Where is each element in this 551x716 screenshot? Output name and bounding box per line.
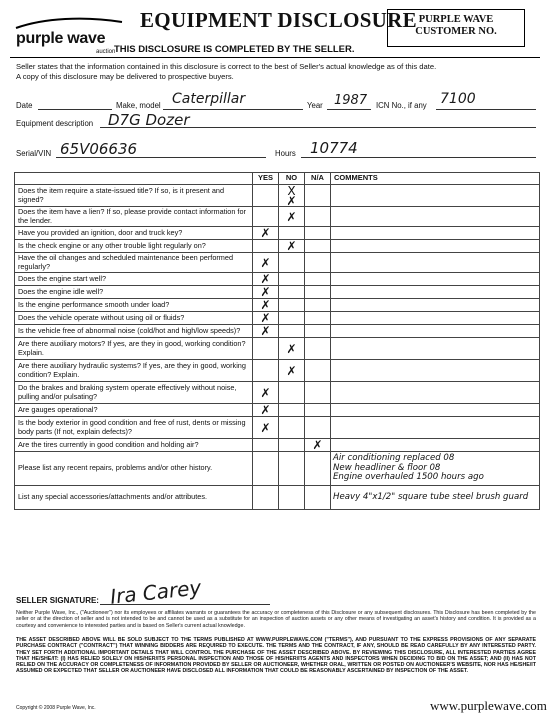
answer-yes-cell[interactable] xyxy=(253,227,279,240)
page-title: EQUIPMENT DISCLOSURE xyxy=(140,8,417,32)
disclosure-table xyxy=(14,172,540,510)
date-label: Date xyxy=(16,101,33,110)
table-row xyxy=(15,312,540,325)
answer-na-cell[interactable] xyxy=(305,185,331,207)
logo-subtext: auction xyxy=(96,49,116,55)
answer-yes-cell[interactable] xyxy=(253,382,279,404)
signature-field[interactable]: Ira Carey xyxy=(108,575,203,609)
comment-cell[interactable] xyxy=(331,382,540,404)
question-text: Are there auxiliary hydraulic systems? If yes, are they in good, working condition? Explain. xyxy=(15,360,253,382)
comment-cell[interactable]: Air conditioning replaced 08 New headliner & floor 08 Engine overhauled 1500 hours ago xyxy=(331,452,540,486)
description-field[interactable]: D7G Dozer xyxy=(108,111,190,129)
icn-field[interactable]: 7100 xyxy=(440,91,476,107)
answer-no-cell[interactable] xyxy=(279,325,305,338)
serial-label: Serial/VIN xyxy=(16,149,52,158)
answer-na-cell[interactable] xyxy=(305,325,331,338)
statement-line1: Seller states that the information contained in this disclosure is correct to the best of Seller's actual knowledge as of this date. xyxy=(16,62,437,71)
check-mark-icon: ✗ xyxy=(286,193,297,208)
answer-yes-cell[interactable] xyxy=(253,325,279,338)
serial-field[interactable]: 65V06636 xyxy=(60,140,138,158)
answer-no-cell[interactable] xyxy=(279,227,305,240)
comment-cell[interactable] xyxy=(331,253,540,273)
check-mark-icon: ✗ xyxy=(286,209,297,224)
answer-yes-cell[interactable] xyxy=(253,312,279,325)
comment-cell[interactable] xyxy=(331,404,540,417)
answer-yes-cell[interactable] xyxy=(253,439,279,452)
question-text: Does the vehicle operate without using oil or fluids? xyxy=(15,312,253,325)
check-mark-icon: ✗ xyxy=(260,226,271,240)
table-row xyxy=(15,382,540,404)
check-mark-icon: ✗ xyxy=(260,272,271,286)
hours-field-line xyxy=(301,157,536,158)
answer-yes-cell[interactable] xyxy=(253,417,279,439)
table-header-row xyxy=(15,173,540,185)
answer-no-cell[interactable] xyxy=(279,207,305,227)
table-row xyxy=(15,227,540,240)
table-row xyxy=(15,240,540,253)
wave-swoosh-icon xyxy=(14,16,124,30)
question-text: Is the vehicle free of abnormal noise (cold/hot and high/low speeds)? xyxy=(15,325,253,338)
table-row xyxy=(15,417,540,439)
make-field-line xyxy=(163,109,303,110)
answer-na-cell[interactable] xyxy=(305,312,331,325)
extra-mark-icon: X xyxy=(287,183,296,198)
answer-no-cell[interactable] xyxy=(279,273,305,286)
question-text: Does the engine start well? xyxy=(15,273,253,286)
answer-yes-cell[interactable] xyxy=(253,452,279,486)
icn-label: ICN No., if any xyxy=(376,101,427,110)
answer-no-cell[interactable] xyxy=(279,185,305,207)
logo-text: purple wave xyxy=(16,30,106,47)
check-mark-icon: ✗ xyxy=(286,363,297,378)
comment-cell[interactable] xyxy=(331,240,540,253)
comment-cell[interactable]: Heavy 4"x1/2" square tube steel brush guard xyxy=(331,486,540,510)
answer-yes-cell[interactable] xyxy=(253,404,279,417)
answer-na-cell[interactable] xyxy=(305,452,331,486)
answer-na-cell[interactable] xyxy=(305,417,331,439)
comment-cell[interactable] xyxy=(331,439,540,452)
answer-no-cell[interactable] xyxy=(279,360,305,382)
header-na: N/A xyxy=(305,173,331,185)
table-row xyxy=(15,273,540,286)
check-mark-icon: ✗ xyxy=(286,341,297,356)
answer-na-cell[interactable] xyxy=(305,227,331,240)
hours-field[interactable]: 10774 xyxy=(310,139,358,157)
year-field[interactable]: 1987 xyxy=(334,93,368,108)
answer-no-cell[interactable] xyxy=(279,338,305,360)
question-text: Have the oil changes and scheduled maintenance been performed regularly? xyxy=(15,253,253,273)
answer-no-cell[interactable] xyxy=(279,452,305,486)
answer-na-cell[interactable] xyxy=(305,486,331,510)
check-mark-icon: ✗ xyxy=(260,311,271,325)
question-text: Have you provided an ignition, door and truck key? xyxy=(15,227,253,240)
question-text: Are gauges operational? xyxy=(15,404,253,417)
icn-field-line xyxy=(436,109,536,110)
table-row xyxy=(15,360,540,382)
answer-yes-cell[interactable] xyxy=(253,486,279,510)
question-text: List any special accessories/attachments and/or attributes. xyxy=(15,486,253,510)
customer-box-line1: PURPLE WAVE xyxy=(418,14,494,25)
check-mark-icon: ✗ xyxy=(286,239,297,253)
disclaimer-paragraph: Neither Purple Wave, Inc., ("Auctioneer") nor its employees or affiliates warrants or guarantees the accuracy or completeness of this Disclosure or any subsequent disclosures. This Disclosure has been completed by the seller or at the direction of seller and is not intended to be and cannot be used as a substitute for an inspection of auction assets or any other means of investigating an asset's history and condition. It is provided as a courtesy and convenience to interested parties and is based on Seller's current actual knowledge. xyxy=(16,610,536,629)
answer-na-cell[interactable] xyxy=(305,439,331,452)
table-row xyxy=(15,286,540,299)
answer-na-cell[interactable] xyxy=(305,360,331,382)
copyright-text: Copyright © 2008 Purple Wave, Inc. xyxy=(16,705,96,711)
answer-na-cell[interactable] xyxy=(305,299,331,312)
comment-cell[interactable] xyxy=(331,299,540,312)
answer-no-cell[interactable] xyxy=(279,382,305,404)
table-row xyxy=(15,325,540,338)
question-text: Are there auxiliary motors? If yes, are they in good, working condition? Explain. xyxy=(15,338,253,360)
answer-no-cell[interactable] xyxy=(279,312,305,325)
answer-na-cell[interactable] xyxy=(305,382,331,404)
comment-cell[interactable] xyxy=(331,185,540,207)
question-text: Is the check engine or any other trouble light regularly on? xyxy=(15,240,253,253)
check-mark-icon: ✗ xyxy=(260,285,271,299)
check-mark-icon: ✗ xyxy=(260,298,271,312)
answer-yes-cell[interactable] xyxy=(253,240,279,253)
comment-cell[interactable] xyxy=(331,227,540,240)
answer-na-cell[interactable] xyxy=(305,273,331,286)
header-yes: YES xyxy=(253,173,279,185)
check-mark-icon: ✗ xyxy=(260,420,271,435)
check-mark-icon: ✗ xyxy=(260,324,271,338)
statement-line2: A copy of this disclosure may be delivered to prospective buyers. xyxy=(16,72,234,81)
answer-na-cell[interactable] xyxy=(305,240,331,253)
table-row xyxy=(15,253,540,273)
answer-no-cell[interactable] xyxy=(279,299,305,312)
make-label: Make, model xyxy=(116,101,161,110)
comment-cell[interactable] xyxy=(331,207,540,227)
header-comments: COMMENTS xyxy=(331,173,540,185)
answer-yes-cell[interactable] xyxy=(253,360,279,382)
header-divider xyxy=(10,57,540,58)
answer-no-cell[interactable] xyxy=(279,253,305,273)
check-mark-icon: ✗ xyxy=(260,385,271,400)
table-row xyxy=(15,452,540,486)
comment-cell[interactable] xyxy=(331,312,540,325)
header-no: NO xyxy=(279,173,305,185)
comment-cell[interactable] xyxy=(331,360,540,382)
comment-cell[interactable] xyxy=(331,273,540,286)
question-text: Do the brakes and braking system operate effectively without noise, pulling and/or pulsating? xyxy=(15,382,253,404)
signature-label: SELLER SIGNATURE: xyxy=(16,596,99,605)
answer-no-cell[interactable] xyxy=(279,240,305,253)
question-text: Does the item require a state-issued title? If so, is it present and signed? xyxy=(15,185,253,207)
answer-no-cell[interactable] xyxy=(279,417,305,439)
check-mark-icon: ✗ xyxy=(260,255,271,270)
answer-na-cell[interactable] xyxy=(305,404,331,417)
answer-na-cell[interactable] xyxy=(305,338,331,360)
table-row xyxy=(15,299,540,312)
question-text: Does the engine idle well? xyxy=(15,286,253,299)
answer-no-cell[interactable] xyxy=(279,486,305,510)
seller-statement xyxy=(16,62,536,82)
comment-cell[interactable] xyxy=(331,325,540,338)
question-text: Please list any recent repairs, problems and/or other history. xyxy=(15,452,253,486)
terms-paragraph: THE ASSET DESCRIBED ABOVE WILL BE SOLD SUBJECT TO THE TERMS PUBLISHED AT WWW.PURPLEWAVE.COM ("TERMS"), AND PURSUANT TO THE EXPRESS PROVISIONS OF ANY SEPARATE PURCHASE CONTRACT ("CONTRACT") THAT WINNING BIDDERS ARE REQUIRED TO EXECUTE. THE TERMS AND THE CONTRACT, IF ANY, SHOULD BE READ CAREFULLY BY ANY INTERESTED PARTY. THEY SET FORTH ADDITIONAL IMPORTANT DETAILS THAT WILL CONTROL THE PURCHASE OF THE ASSET DESCRIBED ABOVE. BY REVIEWING THIS DISCLOSURE, ALL INTERESTED PARTIES AGREE THAT HE/SHE/IT: (I) HAS RELIED SOLELY ON HIS/HER/ITS PERSONAL INSPECTION AND THOSE OF HIS/HER/ITS AGENTS AND INSPECTORS WHEN DECIDING TO BID ON THE ASSET; AND (II) HAS NOT RELIED ON THE ACCURACY OR COMPLETENESS OF INFORMATION PROVIDED BY SELLER OR AUCTIONEER, WHETHER ORAL, WRITTEN OR POSTED ON AUCTIONEER'S WEBSITE, NOR HAS HE/SHE/IT ASSUMED OR EXPECTED THAT SELLER OR AUCTIONEER HAVE DISCLOSED ALL INFORMATION THAT COULD BE REASONABLY ASCERTAINED BY INSPECTION OF THE ASSET. xyxy=(16,637,536,675)
answer-no-cell[interactable] xyxy=(279,439,305,452)
question-text: Is the body exterior in good condition and free of rust, dents or missing body parts (If not, explain defects)? xyxy=(15,417,253,439)
question-text: Are the tires currently in good condition and holding air? xyxy=(15,439,253,452)
answer-yes-cell[interactable] xyxy=(253,207,279,227)
table-row xyxy=(15,185,540,207)
answer-yes-cell[interactable] xyxy=(253,185,279,207)
date-field[interactable] xyxy=(38,109,112,110)
answer-yes-cell[interactable] xyxy=(253,299,279,312)
question-text: Is the engine performance smooth under load? xyxy=(15,299,253,312)
hours-label: Hours xyxy=(275,149,296,158)
year-field-line xyxy=(327,109,371,110)
table-row xyxy=(15,404,540,417)
answer-no-cell[interactable] xyxy=(279,404,305,417)
table-row xyxy=(15,207,540,227)
table-row xyxy=(15,486,540,510)
year-label: Year xyxy=(307,101,323,110)
customer-box-line2: CUSTOMER NO. xyxy=(415,26,497,37)
answer-no-cell[interactable] xyxy=(279,286,305,299)
check-mark-icon: ✗ xyxy=(260,403,271,417)
table-body xyxy=(15,185,540,510)
check-mark-icon: ✗ xyxy=(312,438,323,452)
make-field[interactable]: Caterpillar xyxy=(172,91,246,107)
answer-yes-cell[interactable] xyxy=(253,338,279,360)
answer-na-cell[interactable] xyxy=(305,253,331,273)
answer-yes-cell[interactable] xyxy=(253,286,279,299)
page-subtitle: THIS DISCLOSURE IS COMPLETED BY THE SELLER. xyxy=(114,44,355,55)
customer-number-box[interactable] xyxy=(387,9,525,47)
answer-yes-cell[interactable] xyxy=(253,273,279,286)
question-text: Does the item have a lien? If so, please provide contact information for the lender. xyxy=(15,207,253,227)
header-question xyxy=(15,173,253,185)
website-link[interactable]: www.purplewave.com xyxy=(430,698,547,713)
table-row xyxy=(15,338,540,360)
table-row xyxy=(15,439,540,452)
comment-cell[interactable] xyxy=(331,338,540,360)
description-label: Equipment description xyxy=(16,119,94,128)
comment-cell[interactable] xyxy=(331,286,540,299)
comment-cell[interactable] xyxy=(331,417,540,439)
answer-na-cell[interactable] xyxy=(305,207,331,227)
answer-na-cell[interactable] xyxy=(305,286,331,299)
answer-yes-cell[interactable] xyxy=(253,253,279,273)
